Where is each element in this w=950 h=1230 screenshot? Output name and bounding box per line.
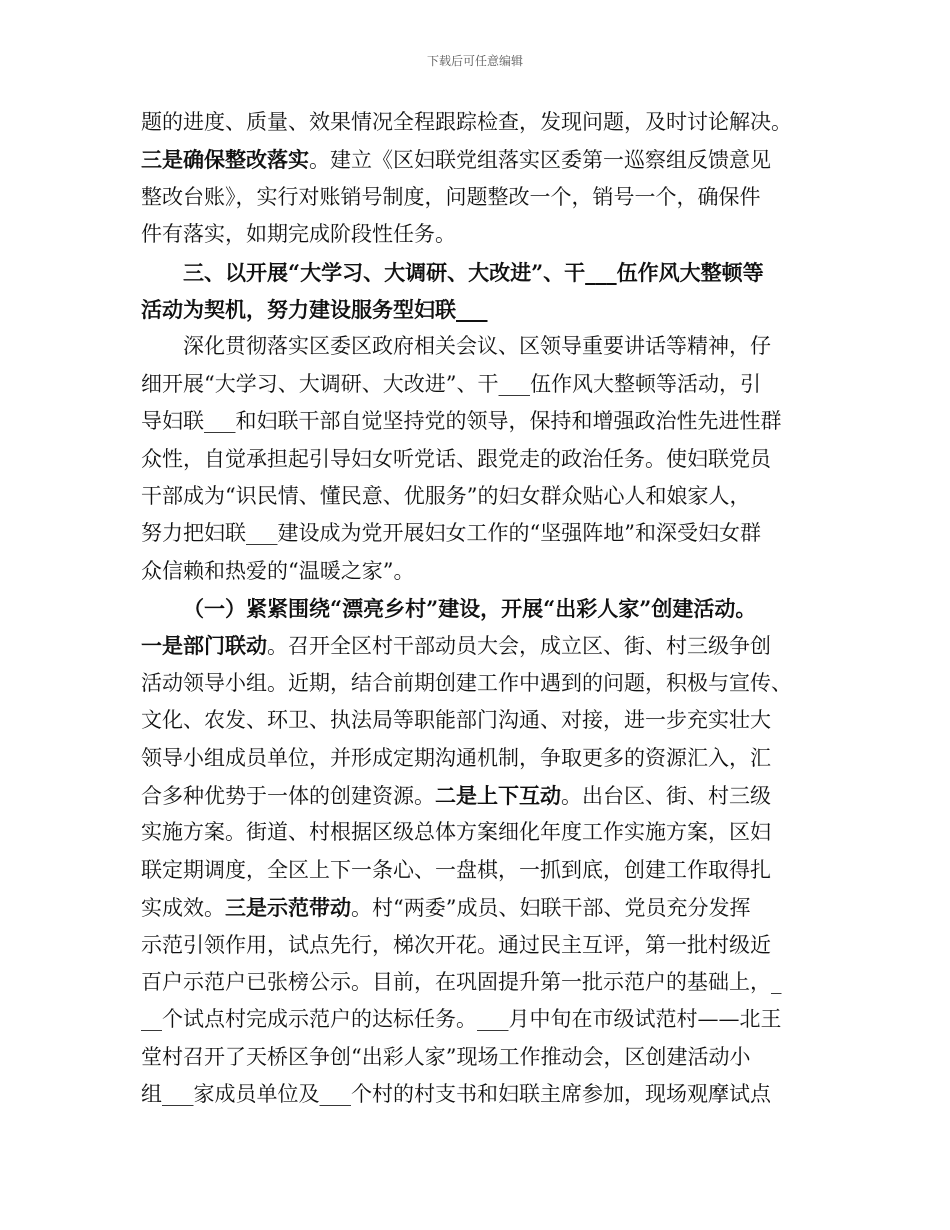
bold-text: （一）紧紧围绕“漂亮乡村”建设，开展“出彩人家”创建活动。 <box>183 596 757 622</box>
text-line <box>141 777 821 814</box>
bold-text: 一是部门联动 <box>141 633 267 659</box>
text-run: 示范引领作用，试点先行，梯次开花。通过民主互评，第一批村级近 <box>141 932 771 957</box>
text-run: 努力把妇联___建设成为党开展妇女工作的“坚强阵地”和深受妇女群 <box>141 521 761 546</box>
text-line <box>141 627 821 664</box>
text-line <box>141 964 821 1001</box>
text-run: 众性，自觉承担起引导妇女听党话、跟党走的政治任务。使妇联党员 <box>141 446 771 471</box>
text-line <box>141 889 821 926</box>
text-run: 活动领导小组。近期，结合前期创建工作中遇到的问题，积极与宣传、 <box>141 670 792 695</box>
text-line <box>141 478 821 515</box>
text-run: 联定期调度，全区上下一条心、一盘棋，一抓到底，创建工作取得扎 <box>141 857 771 882</box>
text-line <box>141 740 821 777</box>
bold-text: 三是确保整改落实 <box>141 147 309 173</box>
text-line <box>141 328 821 365</box>
text-line <box>141 1001 821 1038</box>
text-run: 合多种优势于一体的创建资源。 <box>141 784 435 809</box>
text-line <box>141 553 821 590</box>
bold-text: 三、以开展“大学习、大调研、大改进”、干___伍作风大整顿等 <box>183 259 764 285</box>
text-run: 。出台区、街、村三级 <box>561 784 771 809</box>
text-run: 实成效。 <box>141 896 225 921</box>
text-line <box>141 104 821 141</box>
text-run: 众信赖和热爱的“温暖之家”。 <box>141 558 415 583</box>
text-run: 文化、农发、环卫、执法局等职能部门沟通、对接，进一步充实壮大 <box>141 708 771 733</box>
text-line <box>141 927 821 964</box>
text-run: 件有落实，如期完成阶段性任务。 <box>141 222 456 247</box>
document-body <box>141 104 821 1114</box>
bold-text: 三是示范带动 <box>225 895 351 921</box>
text-line <box>141 702 821 739</box>
text-run: __个试点村完成示范户的达标任务。___月中旬在市级试范村——北王 <box>141 1007 782 1032</box>
text-line <box>141 515 821 552</box>
text-line <box>141 291 821 328</box>
text-line <box>141 366 821 403</box>
text-line <box>141 216 821 253</box>
page-header: 下载后可任意编辑 <box>426 54 523 68</box>
bold-text: 二是上下互动 <box>435 783 561 809</box>
text-line <box>141 403 821 440</box>
text-run: 。村“两委”成员、妇联干部、党员充分发挥 <box>351 896 751 921</box>
text-run: 堂村召开了天桥区争创“出彩人家”现场工作推动会，区创建活动小 <box>141 1044 751 1069</box>
text-line <box>141 141 821 178</box>
text-run: 。建立《区妇联党组落实区委第一巡察组反馈意见 <box>309 148 771 173</box>
text-line <box>141 1076 821 1113</box>
text-line <box>141 852 821 889</box>
text-run: 深化贯彻落实区委区政府相关会议、区领导重要讲话等精神，仔 <box>183 334 771 359</box>
text-run: 。召开全区村干部动员大会，成立区、街、村三级争创 <box>267 634 771 659</box>
text-run: 导妇联___和妇联干部自觉坚持党的领导，保持和增强政治性先进性群 <box>141 409 782 434</box>
text-run: 题的进度、质量、效果情况全程跟踪检查，发现问题，及时讨论解决。 <box>141 110 792 134</box>
text-line <box>141 665 821 702</box>
text-line <box>141 441 821 478</box>
bold-text: 活动为契机，努力建设服务型妇联___ <box>141 296 488 322</box>
text-line <box>141 179 821 216</box>
text-line <box>141 1039 821 1076</box>
text-run: 百户示范户已张榜公示。目前，在巩固提升第一批示范户的基础上，_ <box>141 969 782 994</box>
text-run: 组___家成员单位及___个村的村支书和妇联主席参加，现场观摩试点 <box>141 1082 771 1107</box>
text-line <box>141 814 821 851</box>
text-run: 干部成为“识民情、懂民意、优服务”的妇女群众贴心人和娘家人， <box>141 483 751 508</box>
text-run: 领导小组成员单位，并形成定期沟通机制，争取更多的资源汇入，汇 <box>141 745 771 770</box>
text-run: 整改台账》，实行对账销号制度，问题整改一个，销号一个，确保件 <box>141 184 761 209</box>
text-run: 细开展“大学习、大调研、大改进”、干___伍作风大整顿等活动，引 <box>141 371 761 396</box>
text-run: 实施方案。街道、村根据区级总体方案细化年度工作实施方案，区妇 <box>141 820 771 845</box>
text-line <box>141 590 821 627</box>
text-line <box>141 254 821 291</box>
